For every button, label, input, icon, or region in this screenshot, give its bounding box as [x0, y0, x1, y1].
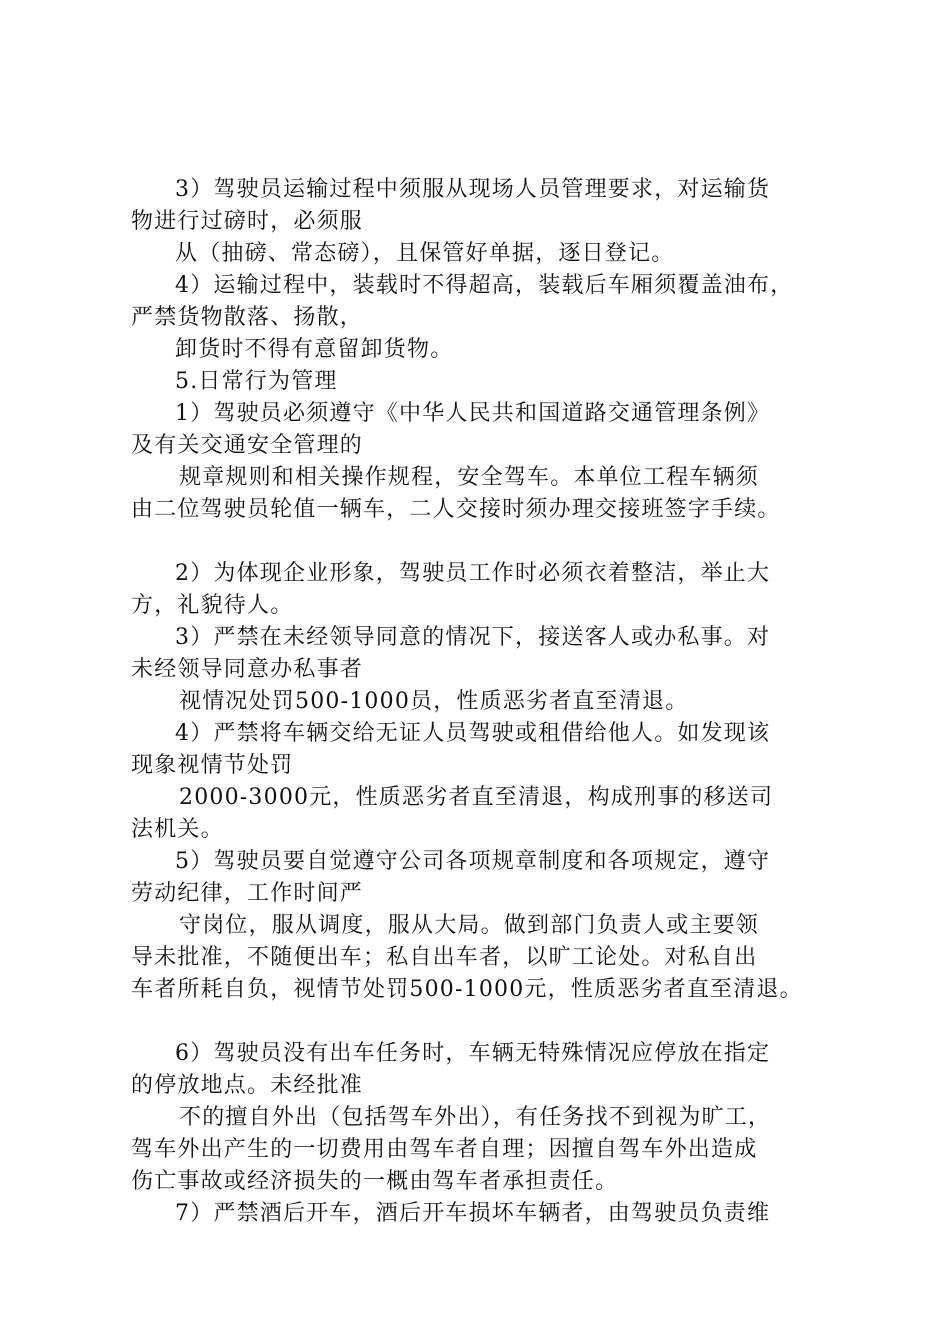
text-line: 不的擅自外出（包括驾车外出），有任务找不到视为旷工， — [179, 1105, 772, 1130]
text-line: 严禁货物散落、扬散， — [131, 305, 364, 330]
text-line: 由二位驾驶员轮值一辆车，二人交接时须办理交接班签字手续。 — [131, 497, 781, 522]
text-line: 3）严禁在未经领导同意的情况下，接送客人或办私事。对 — [175, 625, 771, 650]
text-line: 从（抽磅、常态磅），且保管好单据，逐日登记。 — [175, 241, 675, 266]
text-line: 未经领导同意办私事者 — [131, 657, 364, 682]
text-line: 规章规则和相关操作规程，安全驾车。本单位工程车辆须 — [179, 465, 760, 490]
text-line: 的停放地点。未经批准 — [131, 1073, 364, 1098]
text-line: 法机关。 — [131, 817, 224, 842]
text-line: 5.日常行为管理 — [175, 369, 338, 394]
text-line: 方，礼貌待人。 — [131, 593, 294, 618]
text-line: 7）严禁酒后开车，酒后开车损坏车辆者，由驾驶员负责维 — [175, 1201, 771, 1226]
document-body — [131, 174, 839, 1230]
paragraph-gap — [131, 526, 839, 558]
text-line: 4）运输过程中，装载时不得超高，装载后车厢须覆盖油布， — [175, 273, 794, 298]
text-line: 卸货时不得有意留卸货物。 — [175, 337, 454, 362]
text-line: 车者所耗自负，视情节处罚500-1000元，性质恶劣者直至清退。 — [131, 977, 803, 1002]
text-line: 物进行过磅时，必须服 — [131, 209, 364, 234]
text-line: 6）驾驶员没有出车任务时，车辆无特殊情况应停放在指定 — [175, 1041, 771, 1066]
text-line: 现象视情节处罚 — [131, 753, 294, 778]
text-line: 5）驾驶员要自觉遵守公司各项规章制度和各项规定，遵守 — [175, 849, 771, 874]
text-line: 驾车外出产生的一切费用由驾车者自理；因擅自驾车外出造成 — [131, 1137, 758, 1162]
text-line: 及有关交通安全管理的 — [131, 433, 364, 458]
text-line: 劳动纪律，工作时间严 — [131, 881, 364, 906]
text-line: 伤亡事故或经济损失的一概由驾车者承担责任。 — [131, 1169, 619, 1194]
text-line: 1）驾驶员必须遵守《中华人民共和国道路交通管理条例》 — [175, 401, 771, 426]
text-line: 3）驾驶员运输过程中须服从现场人员管理要求，对运输货 — [175, 177, 771, 202]
text-line: 2）为体现企业形象，驾驶员工作时必须衣着整洁，举止大 — [175, 561, 771, 586]
text-line: 导未批准，不随便出车；私自出车者，以旷工论处。对私自出 — [131, 945, 758, 970]
text-line: 4）严禁将车辆交给无证人员驾驶或租借给他人。如发现该 — [175, 721, 771, 746]
text-line: 2000-3000元，性质恶劣者直至清退，构成刑事的移送司 — [179, 785, 774, 810]
paragraph-gap — [131, 1006, 839, 1038]
text-line: 视情况处罚500-1000员，性质恶劣者直至清退。 — [179, 689, 689, 714]
text-line: 守岗位，服从调度，服从大局。做到部门负责人或主要领 — [179, 913, 760, 938]
